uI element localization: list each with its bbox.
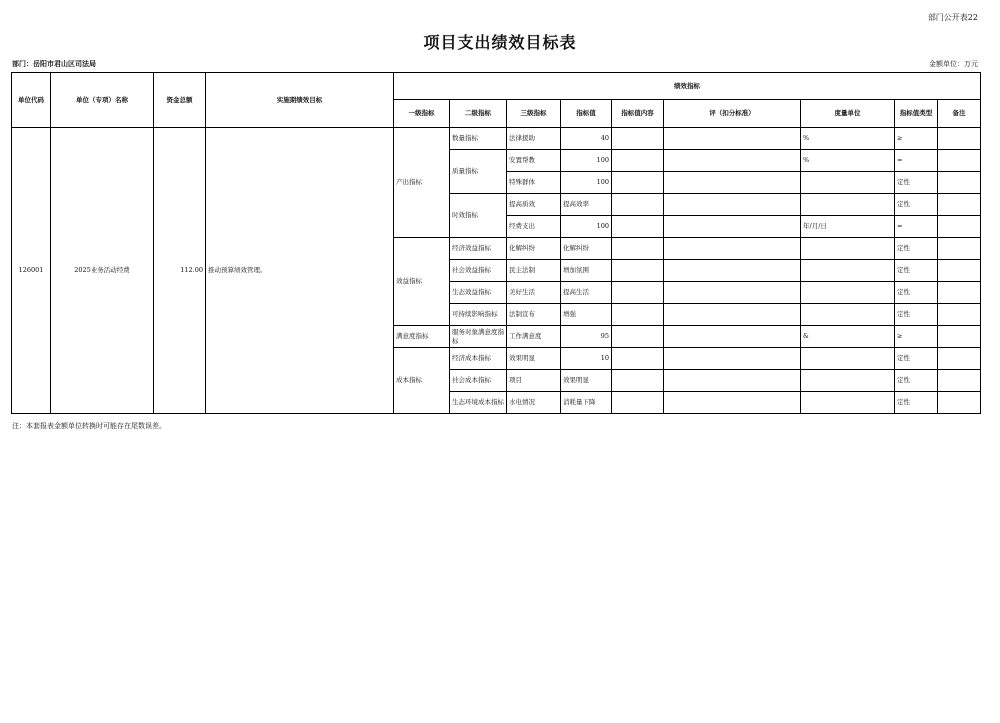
- level2-cell: 数量指标: [450, 128, 507, 150]
- value-content-cell: [612, 216, 664, 238]
- value-content-cell: [612, 348, 664, 370]
- level1-cell: 成本指标: [394, 348, 450, 414]
- level2-cell: 时效指标: [450, 194, 507, 238]
- value-cell: 化解纠纷: [561, 238, 612, 260]
- value-type-cell: 定性: [895, 238, 938, 260]
- header-level1: 一级指标: [394, 100, 450, 128]
- header-value-type: 指标值类型: [895, 100, 938, 128]
- level3-cell: 水电情况: [507, 392, 561, 414]
- value-type-cell: 定性: [895, 304, 938, 326]
- value-cell: 增加氛围: [561, 260, 612, 282]
- value-cell: 增强: [561, 304, 612, 326]
- measure-unit-cell: [801, 282, 895, 304]
- criteria-cell: [664, 128, 801, 150]
- value-content-cell: [612, 282, 664, 304]
- value-cell: 提高效率: [561, 194, 612, 216]
- value-cell: 100: [561, 216, 612, 238]
- measure-unit-cell: %: [801, 150, 895, 172]
- page-title: 项目支出绩效目标表: [423, 33, 577, 52]
- value-type-cell: 定性: [895, 282, 938, 304]
- value-content-cell: [612, 150, 664, 172]
- header-value-content: 指标值内容: [612, 100, 664, 128]
- measure-unit-cell: [801, 172, 895, 194]
- unit-code-cell: 126001: [12, 128, 51, 414]
- value-type-cell: =: [895, 216, 938, 238]
- value-cell: 效果明显: [561, 370, 612, 392]
- remark-cell: [938, 370, 981, 392]
- header-level3: 三级指标: [507, 100, 561, 128]
- header-criteria: 评（扣分标准）: [664, 100, 801, 128]
- value-cell: 40: [561, 128, 612, 150]
- criteria-cell: [664, 150, 801, 172]
- measure-unit-cell: [801, 194, 895, 216]
- value-type-cell: 定性: [895, 392, 938, 414]
- table-row: [12, 128, 981, 150]
- level1-cell: 效益指标: [394, 238, 450, 326]
- value-cell: 提高生活: [561, 282, 612, 304]
- remark-cell: [938, 150, 981, 172]
- criteria-cell: [664, 172, 801, 194]
- level3-cell: 经费支出: [507, 216, 561, 238]
- criteria-cell: [664, 348, 801, 370]
- value-type-cell: 定性: [895, 194, 938, 216]
- level3-cell: 化解纠纷: [507, 238, 561, 260]
- value-content-cell: [612, 326, 664, 348]
- value-content-cell: [612, 238, 664, 260]
- fund-total-cell: 112.00: [154, 128, 206, 414]
- level3-cell: 特殊群体: [507, 172, 561, 194]
- amount-unit-label: 金额单位：万元: [929, 60, 978, 68]
- remark-cell: [938, 282, 981, 304]
- remark-cell: [938, 348, 981, 370]
- value-type-cell: ≥: [895, 326, 938, 348]
- measure-unit-cell: 年/月/日: [801, 216, 895, 238]
- level3-cell: 美好生活: [507, 282, 561, 304]
- remark-cell: [938, 304, 981, 326]
- value-content-cell: [612, 260, 664, 282]
- value-content-cell: [612, 392, 664, 414]
- measure-unit-cell: &: [801, 326, 895, 348]
- goal-cell: 推动预算绩效管理。: [206, 128, 394, 414]
- value-cell: 95: [561, 326, 612, 348]
- value-content-cell: [612, 194, 664, 216]
- level3-cell: 效果明显: [507, 348, 561, 370]
- value-type-cell: 定性: [895, 260, 938, 282]
- header-goal: 实施期绩效目标: [206, 73, 394, 128]
- header-level2: 二级指标: [450, 100, 507, 128]
- measure-unit-cell: [801, 370, 895, 392]
- unit-name-cell: 2025业务活动经费: [51, 128, 154, 414]
- level3-cell: 项目: [507, 370, 561, 392]
- header-unit-code: 单位代码: [12, 73, 51, 128]
- header-unit-name: 单位（专项）名称: [51, 73, 154, 128]
- criteria-cell: [664, 304, 801, 326]
- measure-unit-cell: [801, 392, 895, 414]
- level2-cell: 生态效益指标: [450, 282, 507, 304]
- level2-cell: 服务对象满意度指标: [450, 326, 507, 348]
- criteria-cell: [664, 282, 801, 304]
- level3-cell: 民主法制: [507, 260, 561, 282]
- level2-cell: 可持续影响指标: [450, 304, 507, 326]
- measure-unit-cell: [801, 260, 895, 282]
- department-label: 部门：岳阳市君山区司法局: [12, 59, 96, 68]
- level2-cell: 经济成本指标: [450, 348, 507, 370]
- level3-cell: 法律援助: [507, 128, 561, 150]
- level3-cell: 安置帮教: [507, 150, 561, 172]
- measure-unit-cell: [801, 304, 895, 326]
- remark-cell: [938, 260, 981, 282]
- value-cell: 10: [561, 348, 612, 370]
- criteria-cell: [664, 370, 801, 392]
- value-content-cell: [612, 304, 664, 326]
- performance-table: [11, 72, 981, 414]
- header-row-1: [12, 73, 981, 100]
- value-cell: 100: [561, 172, 612, 194]
- remark-cell: [938, 128, 981, 150]
- table-number-label: 部门公开表22: [927, 13, 978, 22]
- level2-cell: 社会效益指标: [450, 260, 507, 282]
- value-cell: 100: [561, 150, 612, 172]
- value-content-cell: [612, 128, 664, 150]
- value-type-cell: ≥: [895, 128, 938, 150]
- header-measure-unit: 度量单位: [801, 100, 895, 128]
- level3-cell: 工作满意度: [507, 326, 561, 348]
- remark-cell: [938, 326, 981, 348]
- level2-cell: 社会成本指标: [450, 370, 507, 392]
- remark-cell: [938, 238, 981, 260]
- level3-cell: 提高质效: [507, 194, 561, 216]
- value-cell: 消耗量下降: [561, 392, 612, 414]
- measure-unit-cell: [801, 348, 895, 370]
- measure-unit-cell: %: [801, 128, 895, 150]
- measure-unit-cell: [801, 238, 895, 260]
- level2-cell: 生态环境成本指标: [450, 392, 507, 414]
- remark-cell: [938, 392, 981, 414]
- footnote: 注：本套报表金额单位转换时可能存在尾数误差。: [12, 422, 166, 430]
- criteria-cell: [664, 260, 801, 282]
- header-remark: 备注: [938, 100, 981, 128]
- header-fund-total: 资金总额: [154, 73, 206, 128]
- remark-cell: [938, 172, 981, 194]
- level3-cell: 法制宣布: [507, 304, 561, 326]
- level1-cell: 产出指标: [394, 128, 450, 238]
- criteria-cell: [664, 194, 801, 216]
- level1-cell: 满意度指标: [394, 326, 450, 348]
- criteria-cell: [664, 216, 801, 238]
- value-type-cell: 定性: [895, 172, 938, 194]
- value-content-cell: [612, 370, 664, 392]
- criteria-cell: [664, 238, 801, 260]
- header-value: 指标值: [561, 100, 612, 128]
- level2-cell: 质量指标: [450, 150, 507, 194]
- criteria-cell: [664, 326, 801, 348]
- level2-cell: 经济效益指标: [450, 238, 507, 260]
- value-content-cell: [612, 172, 664, 194]
- value-type-cell: =: [895, 150, 938, 172]
- remark-cell: [938, 194, 981, 216]
- value-type-cell: 定性: [895, 370, 938, 392]
- value-type-cell: 定性: [895, 348, 938, 370]
- remark-cell: [938, 216, 981, 238]
- criteria-cell: [664, 392, 801, 414]
- header-performance: 绩效指标: [394, 73, 981, 100]
